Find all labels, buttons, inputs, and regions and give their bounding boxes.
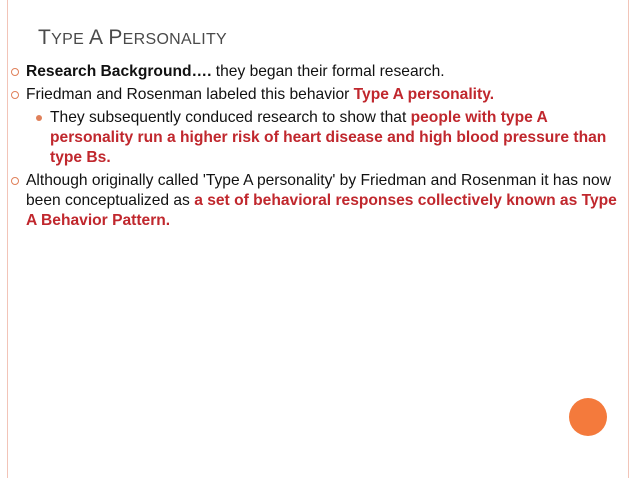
right-border-line (628, 0, 629, 478)
bullet-highlight-text: a set of behavioral responses collectively known as Type A Behavior Pattern. (26, 192, 617, 229)
bullet-highlight-text: people with type A personality run a higher risk of heart disease and high blood pressure than type Bs. (50, 109, 607, 166)
slide-content (10, 62, 622, 234)
bullet-text: they began their formal research. (211, 63, 445, 80)
hollow-circle-bullet-icon (11, 68, 19, 76)
title-smallcaps: YPE (51, 31, 85, 48)
hollow-circle-bullet-icon (11, 177, 19, 185)
title-letter: P (108, 26, 123, 49)
decorative-circle (569, 398, 607, 436)
bullet-text: They subsequently conduced research to show that (50, 109, 411, 126)
bullet-highlight-text: Type A personality. (353, 86, 495, 103)
bullet-text: Although originally called 'Type A personality' by Friedman and Rosenman it has now been conceptualized as (26, 172, 611, 209)
title-smallcaps: ERSONALITY (122, 31, 227, 48)
sub-bullet-item (10, 108, 622, 168)
slide-title (38, 26, 227, 50)
title-letter: T (38, 26, 52, 49)
bullet-item (10, 85, 622, 105)
bullet-bold-text: Research Background…. (26, 63, 212, 80)
bullet-text: Friedman and Rosenman labeled this behavior (26, 86, 354, 103)
left-border-line (7, 0, 8, 478)
title-letter: A (84, 26, 109, 49)
filled-circle-bullet-icon (36, 115, 42, 121)
bullet-item (10, 62, 622, 82)
hollow-circle-bullet-icon (11, 91, 19, 99)
bullet-item (10, 171, 622, 231)
